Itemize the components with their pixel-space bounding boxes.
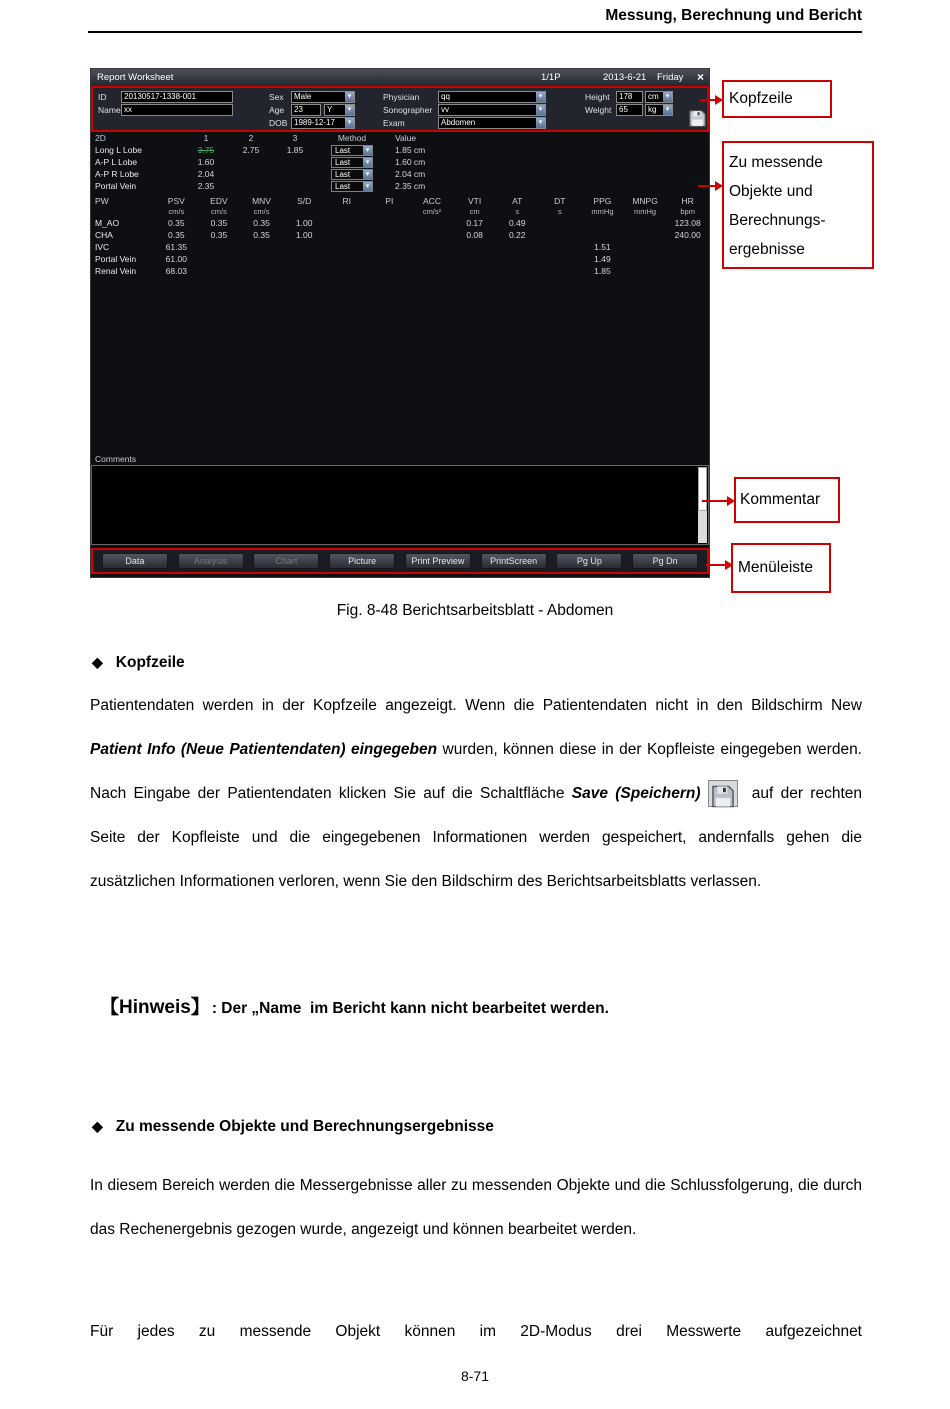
pw-cell: 0.35	[253, 218, 270, 228]
method-value: Last	[335, 181, 351, 191]
note-hinweis	[100, 992, 609, 1019]
pw-cell: mmHg	[634, 207, 657, 216]
pw-cell: 0.08	[466, 230, 483, 240]
pw-row-label: PW	[95, 196, 109, 206]
chevron-down-icon: ▾	[536, 92, 545, 102]
method-dropdown[interactable]	[331, 169, 373, 180]
exam-select[interactable]	[438, 117, 546, 129]
note-text: : Der „Name im Bericht kann nicht bearbeitet werden.	[211, 1000, 609, 1017]
measure-value-1: 1.60	[197, 157, 215, 167]
physician-value: qq	[441, 92, 450, 101]
pw-row-label: Renal Vein	[95, 266, 137, 276]
para1-bold-save: Save (Speichern)	[571, 785, 701, 802]
method-cell	[317, 157, 387, 168]
method-value: Last	[335, 169, 351, 179]
pw-cell: 0.35	[168, 230, 185, 240]
section2-title: Zu messende Objekte und Berechnungsergebnisse	[115, 1118, 494, 1135]
method-value: Last	[335, 145, 351, 155]
pw-cell: cm	[469, 207, 480, 216]
pw-cell: 0.22	[508, 230, 526, 240]
weight-field[interactable]: 65	[616, 104, 643, 116]
pw-cell: PPG	[593, 196, 612, 206]
measurement-row-2d	[91, 156, 709, 168]
date-display: 2013-6-21	[603, 72, 647, 83]
dob-select[interactable]	[291, 117, 355, 129]
section-heading-kopfzeile	[92, 654, 185, 672]
table-pw	[91, 195, 709, 277]
pw-cell: VTI	[467, 196, 482, 206]
method-cell	[317, 181, 387, 192]
pw-data-row	[91, 265, 709, 277]
running-header: Messung, Berechnung und Bericht	[605, 7, 862, 24]
dob-label: DOB	[269, 118, 288, 128]
close-icon[interactable]: ×	[696, 70, 704, 84]
weight-unit-select[interactable]	[645, 104, 673, 116]
weight-label: Weight	[585, 105, 612, 115]
menu-button-printscreen[interactable]: PrintScreen	[481, 553, 547, 569]
pw-cell: cm/s²	[422, 207, 442, 216]
measure-label: Portal Vein	[95, 181, 137, 191]
pw-cell: s	[557, 207, 562, 216]
measure-result: 1.85 cm	[395, 145, 426, 155]
menu-bar	[91, 548, 709, 574]
paragraph-messobjekte: In diesem Bereich werden die Messergebnisse aller zu messenden Objekte und die Schlussfolgerung, die durch das Rechenergebnis gezogen wurde, angezeigt und können bearbeitet werden.	[90, 1177, 862, 1238]
pw-cell: DT	[554, 196, 566, 206]
table-2d-header-row	[91, 132, 709, 144]
chevron-down-icon: ▾	[663, 105, 672, 115]
arrow-kommentar	[702, 500, 728, 502]
age-unit-select[interactable]	[324, 104, 355, 116]
sex-select[interactable]	[291, 91, 355, 103]
sex-value: Male	[294, 92, 312, 101]
pw-cell: 0.49	[508, 218, 526, 228]
chevron-down-icon: ▾	[663, 92, 672, 102]
physician-label: Physician	[383, 92, 420, 102]
pw-cell: 0.17	[466, 218, 483, 228]
pw-cell: MNV	[252, 196, 271, 206]
comments-section	[91, 454, 709, 545]
t2d-header-cell: 2D	[95, 133, 106, 143]
measure-label: A-P R Lobe	[95, 169, 139, 179]
measurement-row-2d	[91, 144, 709, 156]
pw-header-row	[91, 195, 709, 207]
pw-cell: mmHg	[591, 207, 614, 216]
menu-button-data[interactable]: Data	[102, 553, 168, 569]
pw-cell: cm/s	[253, 207, 270, 216]
para1-text: auf der rechten Seite der Kopfleiste und die eingegebenen Informationen werden gespeichert, andernfalls gehen die zusätzlichen Informationen verloren, wenn Sie den Bildschirm des Berichtsarbeitsblatts verlassen.	[90, 785, 862, 890]
exam-value: Abdomen	[441, 118, 476, 127]
t2d-header-cell: 3	[292, 133, 298, 143]
comments-textarea[interactable]	[91, 465, 709, 545]
para1-bold-patient-info: Patient Info (Neue Patientendaten) eingegeben	[90, 741, 438, 758]
pw-cell: 0.35	[210, 218, 228, 228]
report-worksheet-window	[90, 68, 710, 578]
chevron-down-icon: ▾	[345, 105, 354, 115]
diamond-bullet-icon: ◆	[92, 1118, 103, 1134]
pw-cell: 240.00	[674, 230, 701, 240]
pw-data-row	[91, 229, 709, 241]
menu-button-chart[interactable]: Chart	[253, 553, 319, 569]
physician-select[interactable]	[438, 91, 546, 103]
chevron-down-icon: ▾	[363, 182, 372, 191]
pw-cell: bpm	[680, 207, 695, 216]
menu-button-pg-up[interactable]: Pg Up	[556, 553, 622, 569]
paragraph-2d-modus: Für jedes zu messende Objekt können im 2D-Modus drei Messwerte aufgezeichnet	[90, 1323, 862, 1340]
pw-units-row	[91, 207, 709, 217]
weekday-display: Friday	[657, 72, 684, 83]
pw-data-row	[91, 217, 709, 229]
save-button[interactable]	[689, 110, 706, 127]
section1-title: Kopfzeile	[115, 654, 185, 671]
chevron-down-icon: ▾	[363, 146, 372, 155]
age-unit-value: Y	[327, 105, 333, 114]
t2d-header-cell: Value	[395, 133, 417, 143]
method-dropdown[interactable]	[331, 181, 373, 192]
height-label: Height	[585, 92, 610, 102]
method-cell	[317, 145, 387, 156]
sonographer-select[interactable]	[438, 104, 546, 116]
figure-caption: Fig. 8-48 Berichtsarbeitsblatt - Abdomen	[336, 602, 614, 619]
pw-cell: 61.00	[165, 254, 187, 264]
diamond-bullet-icon: ◆	[92, 654, 103, 670]
pw-cell: s	[515, 207, 520, 216]
arrow-messobjekte	[698, 185, 716, 187]
pw-cell: cm/s	[168, 207, 185, 216]
sonographer-value: vv	[441, 105, 449, 114]
window-title: Report Worksheet	[97, 72, 174, 83]
pw-row-label: Portal Vein	[95, 254, 137, 264]
para1-text: wurden, können diese in der Kopfleiste eingegeben werden. Nach Eingabe der Patientendaten klicken Sie auf die Schaltfläche	[90, 741, 862, 802]
pw-cell: PI	[385, 196, 394, 206]
chevron-down-icon: ▾	[345, 118, 354, 128]
measure-label: A-P L Lobe	[95, 157, 138, 167]
measurement-row-2d	[91, 180, 709, 192]
pw-cell: EDV	[210, 196, 228, 206]
chevron-down-icon: ▾	[536, 105, 545, 115]
chevron-down-icon: ▾	[363, 170, 372, 179]
table-2d-body	[91, 144, 709, 192]
method-value: Last	[335, 157, 351, 167]
name-label: Name	[98, 105, 121, 115]
measure-value-3: 1.85	[286, 145, 304, 155]
callout-messobjekte: Zu messende Objekte und Berechnungs-ergebnisse	[722, 141, 874, 269]
pw-cell: 61.35	[165, 242, 187, 252]
menu-button-print-preview[interactable]: Print Preview	[405, 553, 471, 569]
arrow-kopfzeile	[700, 99, 716, 101]
pw-cell: S/D	[297, 196, 312, 206]
measure-label: Long L Lobe	[95, 145, 142, 155]
exam-label: Exam	[383, 118, 405, 128]
pw-cell: HR	[681, 196, 694, 206]
t2d-header-cell: Method	[337, 133, 367, 143]
measure-result: 2.04 cm	[395, 169, 426, 179]
id-field[interactable]: 20130517-1338-001	[121, 91, 233, 103]
patient-header	[91, 86, 709, 132]
age-label: Age	[269, 105, 285, 115]
page-number: 8-71	[460, 1368, 490, 1384]
pw-cell: 1.49	[594, 254, 611, 264]
pw-cell: 0.35	[253, 230, 270, 240]
t2d-header-cell: 2	[248, 133, 254, 143]
pw-cell: 1.00	[295, 218, 313, 228]
measure-value-1: 2.35	[197, 181, 215, 191]
pw-cell: 1.00	[295, 230, 313, 240]
table-2d	[91, 132, 709, 192]
callout-menuleiste: Menüleiste	[731, 543, 831, 593]
measure-result: 1.60 cm	[395, 157, 426, 167]
measure-result: 2.35 cm	[395, 181, 426, 191]
method-dropdown[interactable]	[331, 145, 373, 156]
chevron-down-icon: ▾	[345, 92, 354, 102]
menu-button-analysis[interactable]: Analysis	[178, 553, 244, 569]
t2d-header-cell: 1	[203, 133, 209, 143]
pw-cell: ACC	[423, 196, 441, 206]
method-dropdown[interactable]	[331, 157, 373, 168]
arrow-menuleiste	[706, 564, 726, 566]
paragraph-kopfzeile	[90, 684, 862, 904]
measure-value-1: 3.75	[197, 145, 215, 155]
pw-cell: 0.35	[168, 218, 185, 228]
method-cell	[317, 169, 387, 180]
para1-text: Patientendaten werden in der Kopfzeile angezeigt. Wenn die Patientendaten nicht in den Bildschirm New	[90, 697, 862, 714]
pw-cell: MNPG	[632, 196, 658, 206]
height-unit-value: cm	[648, 92, 659, 101]
pw-row-label: IVC	[95, 242, 110, 252]
scrollbar[interactable]	[698, 467, 707, 543]
age-field[interactable]: 23	[291, 104, 321, 116]
pw-cell: 123.08	[674, 218, 701, 228]
titlebar	[91, 69, 709, 86]
pw-cell: 1.85	[594, 266, 611, 276]
pw-cell: 1.51	[594, 242, 611, 252]
pw-data-row	[91, 253, 709, 265]
scrollbar-thumb[interactable]	[698, 467, 707, 511]
note-label: 【Hinweis】	[100, 997, 210, 1018]
sonographer-label: Sonographer	[383, 105, 433, 115]
callout-kommentar: Kommentar	[734, 477, 840, 523]
pw-data-row	[91, 241, 709, 253]
height-unit-select[interactable]	[645, 91, 673, 103]
pw-cell: AT	[512, 196, 523, 206]
pw-row-label: M_AO	[95, 218, 120, 228]
id-label: ID	[98, 92, 107, 102]
menu-button-pg-dn[interactable]: Pg Dn	[632, 553, 698, 569]
pw-cell: cm/s	[210, 207, 227, 216]
measure-value-1: 2.04	[197, 169, 215, 179]
pw-cell: PSV	[167, 196, 185, 206]
pw-cell: 68.03	[165, 266, 187, 276]
measure-value-2: 2.75	[242, 145, 260, 155]
menu-button-picture[interactable]: Picture	[329, 553, 395, 569]
measurement-row-2d	[91, 168, 709, 180]
page-indicator: 1/1P	[541, 72, 561, 83]
comments-label: Comments	[95, 454, 137, 464]
chevron-down-icon: ▾	[536, 118, 545, 128]
pw-cell: RI	[342, 196, 351, 206]
chevron-down-icon: ▾	[363, 158, 372, 167]
dob-value: 1989-12-17	[294, 118, 335, 127]
height-field[interactable]: 178	[616, 91, 643, 103]
pw-row-label: CHA	[95, 230, 113, 240]
sex-label: Sex	[269, 92, 284, 102]
callout-kopfzeile: Kopfzeile	[722, 80, 832, 118]
name-field[interactable]: xx	[121, 104, 233, 116]
section-heading-messobjekte	[92, 1118, 494, 1136]
header-rule	[88, 31, 862, 33]
pw-cell: 0.35	[210, 230, 228, 240]
save-icon-inline	[708, 780, 738, 807]
weight-unit-value: kg	[648, 105, 657, 114]
